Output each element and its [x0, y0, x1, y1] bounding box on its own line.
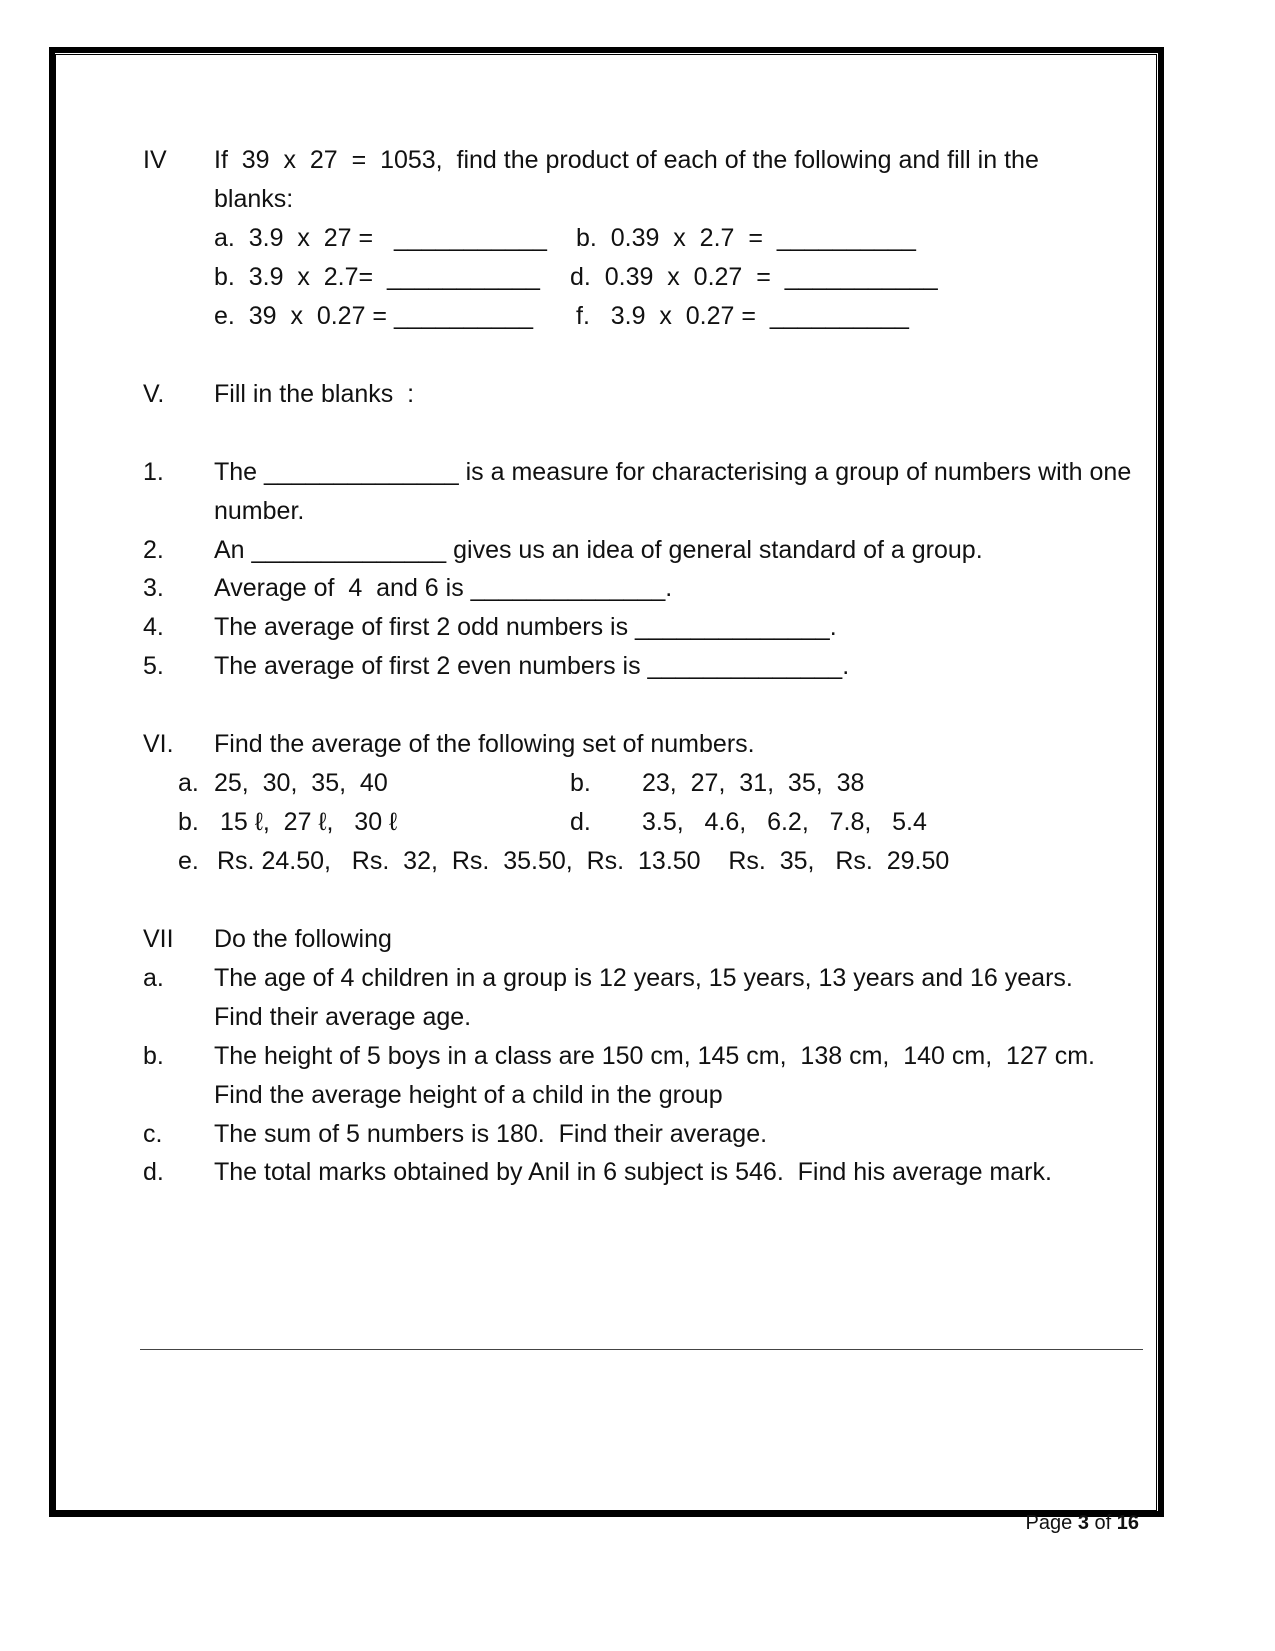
- q4-item-c: b. 3.9 x 2.7= ___________: [214, 263, 540, 291]
- q5-item-text: The average of first 2 odd numbers is ______________.: [214, 613, 837, 641]
- q6-a-label: a.: [178, 769, 199, 797]
- q7-item-label: a.: [143, 964, 164, 992]
- q7-item-text: The height of 5 boys in a class are 150 cm, 145 cm, 138 cm, 140 cm, 127 cm.: [214, 1042, 1095, 1070]
- q7-number: VII: [143, 925, 174, 953]
- q6-c-label: b.: [178, 808, 199, 836]
- q6-number: VI.: [143, 730, 174, 758]
- page-number: [1026, 1512, 1139, 1535]
- q7-item-label: c.: [143, 1120, 163, 1148]
- q5-item-text: Average of 4 and 6 is ______________.: [214, 574, 673, 602]
- q5-item-text: The ______________ is a measure for characterising a group of numbers with one: [214, 458, 1132, 486]
- q4-stem-line2: blanks:: [214, 185, 294, 213]
- q5-item-number: 5.: [143, 652, 164, 680]
- q4-item-d: d. 0.39 x 0.27 = ___________: [570, 263, 938, 291]
- q7-item-text: The age of 4 children in a group is 12 years, 15 years, 13 years and 16 years.: [214, 964, 1073, 992]
- q6-c-text: 15 ℓ, 27 ℓ, 30 ℓ: [220, 808, 398, 836]
- q4-item-a: a. 3.9 x 27 = ___________: [214, 224, 547, 252]
- q4-item-b: b. 0.39 x 2.7 = __________: [576, 224, 916, 252]
- q4-item-e: e. 39 x 0.27 = __________: [214, 302, 534, 330]
- page-word: Page: [1025, 1512, 1073, 1534]
- total-pages: 16: [1116, 1512, 1139, 1534]
- q5-item-text: number.: [214, 497, 305, 525]
- q6-d-text: 3.5, 4.6, 6.2, 7.8, 5.4: [642, 808, 927, 836]
- q5-item-number: 2.: [143, 536, 164, 564]
- q7-item-text: The sum of 5 numbers is 180. Find their average.: [214, 1120, 768, 1148]
- q7-item-text: The total marks obtained by Anil in 6 subject is 546. Find his average mark.: [214, 1158, 1052, 1186]
- q4-stem-line1: If 39 x 27 = 1053, find the product of each of the following and fill in the: [214, 146, 1039, 174]
- q5-title: Fill in the blanks :: [214, 380, 415, 408]
- q6-e-label: e.: [178, 847, 199, 875]
- q7-item-label: d.: [143, 1158, 164, 1186]
- of-word: of: [1094, 1512, 1112, 1534]
- q7-item-text: Find their average age.: [214, 1003, 472, 1031]
- q7-item-label: b.: [143, 1042, 164, 1070]
- q6-e-text: Rs. 24.50, Rs. 32, Rs. 35.50, Rs. 13.50 Rs. 35, Rs. 29.50: [217, 847, 950, 875]
- q6-a-text: 25, 30, 35, 40: [214, 769, 388, 797]
- q6-title: Find the average of the following set of numbers.: [214, 730, 755, 758]
- q5-item-text: The average of first 2 even numbers is ______________.: [214, 652, 850, 680]
- q6-b-label: b.: [570, 769, 591, 797]
- q7-title: Do the following: [214, 925, 392, 953]
- q5-item-number: 3.: [143, 574, 164, 602]
- q4-number: IV: [143, 146, 167, 174]
- q5-item-number: 1.: [143, 458, 164, 486]
- q5-number: V.: [143, 380, 165, 408]
- q4-item-f: f. 3.9 x 0.27 = __________: [576, 302, 909, 330]
- current-page: 3: [1077, 1512, 1089, 1534]
- q6-d-label: d.: [570, 808, 591, 836]
- q6-b-text: 23, 27, 31, 35, 38: [642, 769, 865, 797]
- footer-divider: [140, 1349, 1143, 1350]
- q5-item-text: An ______________ gives us an idea of general standard of a group.: [214, 536, 983, 564]
- q5-item-number: 4.: [143, 613, 164, 641]
- q7-item-text: Find the average height of a child in the group: [214, 1081, 723, 1109]
